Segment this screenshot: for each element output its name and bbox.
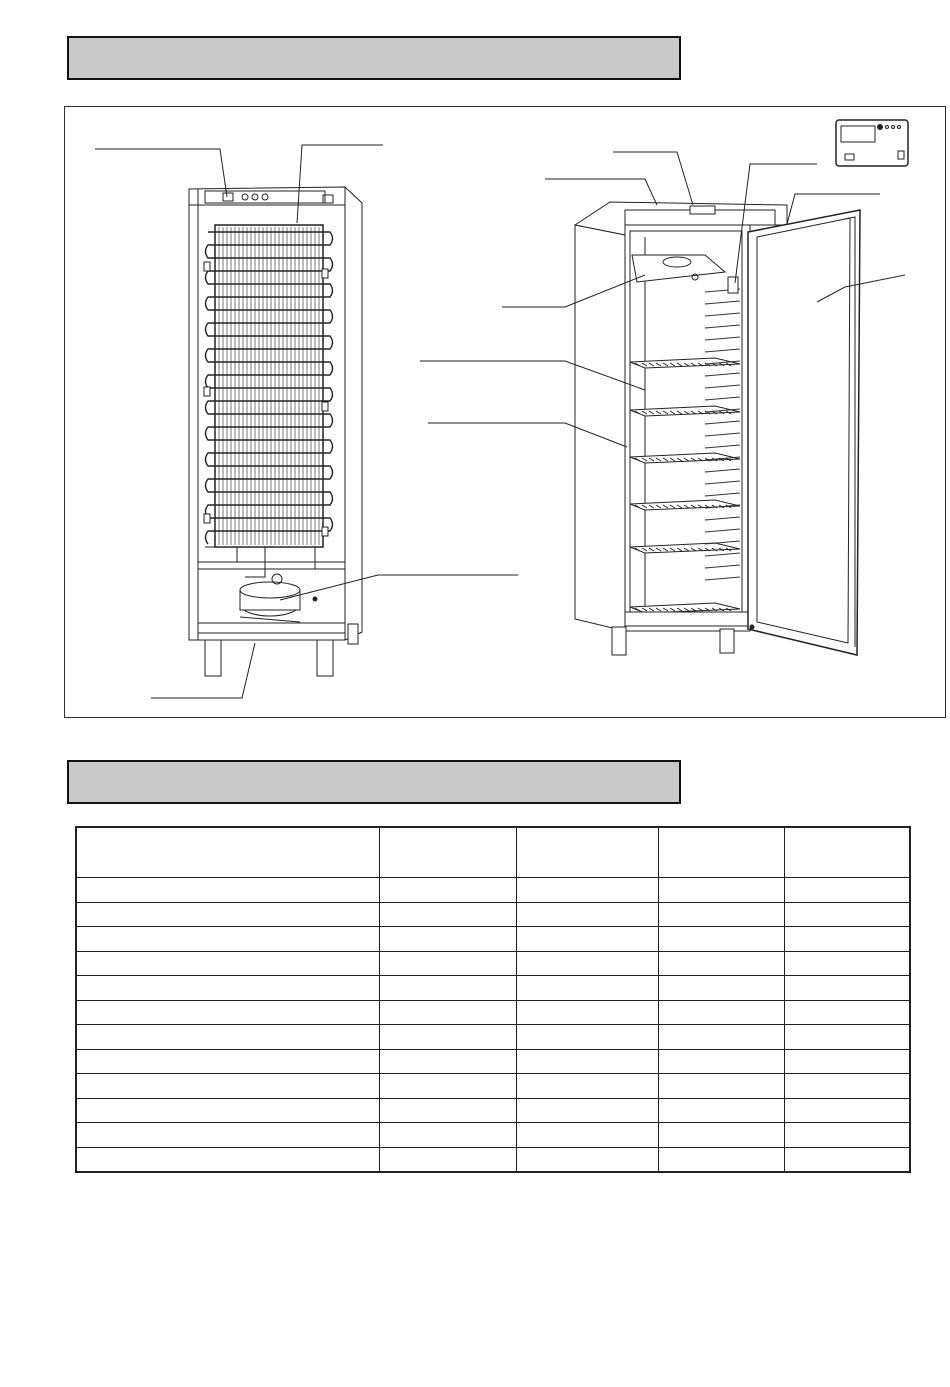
- table-cell: [658, 1000, 784, 1025]
- table-row: [76, 1074, 910, 1099]
- table-cell: [784, 1025, 910, 1050]
- refrigerator-illustration: [65, 107, 947, 719]
- table-cell: [658, 1074, 784, 1099]
- table-cell: [784, 1098, 910, 1123]
- table-cell: [516, 902, 658, 927]
- table-cell: [658, 976, 784, 1001]
- table-cell: [658, 902, 784, 927]
- table-cell: [76, 976, 379, 1001]
- table-cell: [784, 976, 910, 1001]
- table-cell: [658, 1025, 784, 1050]
- table-cell: [76, 1147, 379, 1172]
- table-cell: [516, 1147, 658, 1172]
- table-cell: [658, 927, 784, 952]
- table-cell: [784, 1123, 910, 1148]
- table-cell: [76, 1123, 379, 1148]
- table-cell: [658, 1147, 784, 1172]
- control-panel-detail: [836, 120, 908, 166]
- table-header-cell: [379, 827, 516, 878]
- table-cell: [516, 1123, 658, 1148]
- table-cell: [784, 1147, 910, 1172]
- table-row: [76, 902, 910, 927]
- table-row: [76, 1098, 910, 1123]
- table-row: [76, 1000, 910, 1025]
- table-row: [76, 1049, 910, 1074]
- front-view-cabinet: [575, 202, 860, 655]
- specification-table: [75, 826, 911, 1173]
- table-cell: [516, 1074, 658, 1099]
- table-cell: [379, 878, 516, 903]
- table-cell: [76, 902, 379, 927]
- table-cell: [76, 1025, 379, 1050]
- table-cell: [379, 951, 516, 976]
- table-cell: [516, 976, 658, 1001]
- table-row: [76, 976, 910, 1001]
- section-header-bar-2: [67, 760, 681, 804]
- table-cell: [516, 1049, 658, 1074]
- table-cell: [658, 951, 784, 976]
- table-cell: [76, 1049, 379, 1074]
- table-header-row: [76, 827, 910, 878]
- table-cell: [658, 878, 784, 903]
- table-cell: [516, 951, 658, 976]
- table-row: [76, 951, 910, 976]
- table-cell: [658, 1098, 784, 1123]
- table-cell: [658, 1049, 784, 1074]
- refrigerator-figure: [64, 106, 946, 718]
- table-cell: [379, 1025, 516, 1050]
- table-row: [76, 878, 910, 903]
- table-cell: [379, 976, 516, 1001]
- table-cell: [784, 878, 910, 903]
- table-row: [76, 1147, 910, 1172]
- table-cell: [76, 927, 379, 952]
- rear-view-cabinet: [189, 187, 362, 676]
- table-cell: [379, 927, 516, 952]
- table-cell: [658, 1123, 784, 1148]
- table-cell: [516, 878, 658, 903]
- table-header-cell: [658, 827, 784, 878]
- table-cell: [784, 1000, 910, 1025]
- table-cell: [784, 1074, 910, 1099]
- table-cell: [784, 927, 910, 952]
- table-cell: [379, 1098, 516, 1123]
- table-cell: [76, 878, 379, 903]
- table-cell: [379, 1049, 516, 1074]
- section-header-bar-1: [67, 36, 681, 80]
- table-header-cell: [784, 827, 910, 878]
- table-header-cell: [516, 827, 658, 878]
- table-cell: [784, 951, 910, 976]
- table-cell: [76, 1074, 379, 1099]
- table-cell: [76, 1098, 379, 1123]
- table-cell: [76, 951, 379, 976]
- table-cell: [784, 1049, 910, 1074]
- table-cell: [379, 1074, 516, 1099]
- table-cell: [516, 1000, 658, 1025]
- table-cell: [379, 902, 516, 927]
- table-cell: [516, 1025, 658, 1050]
- table-header-cell: [76, 827, 379, 878]
- table-row: [76, 1123, 910, 1148]
- table-cell: [76, 1000, 379, 1025]
- table-cell: [784, 902, 910, 927]
- table-cell: [379, 1147, 516, 1172]
- table-row: [76, 1025, 910, 1050]
- table-cell: [379, 1123, 516, 1148]
- table-cell: [516, 927, 658, 952]
- table-cell: [379, 1000, 516, 1025]
- table-row: [76, 927, 910, 952]
- table-cell: [516, 1098, 658, 1123]
